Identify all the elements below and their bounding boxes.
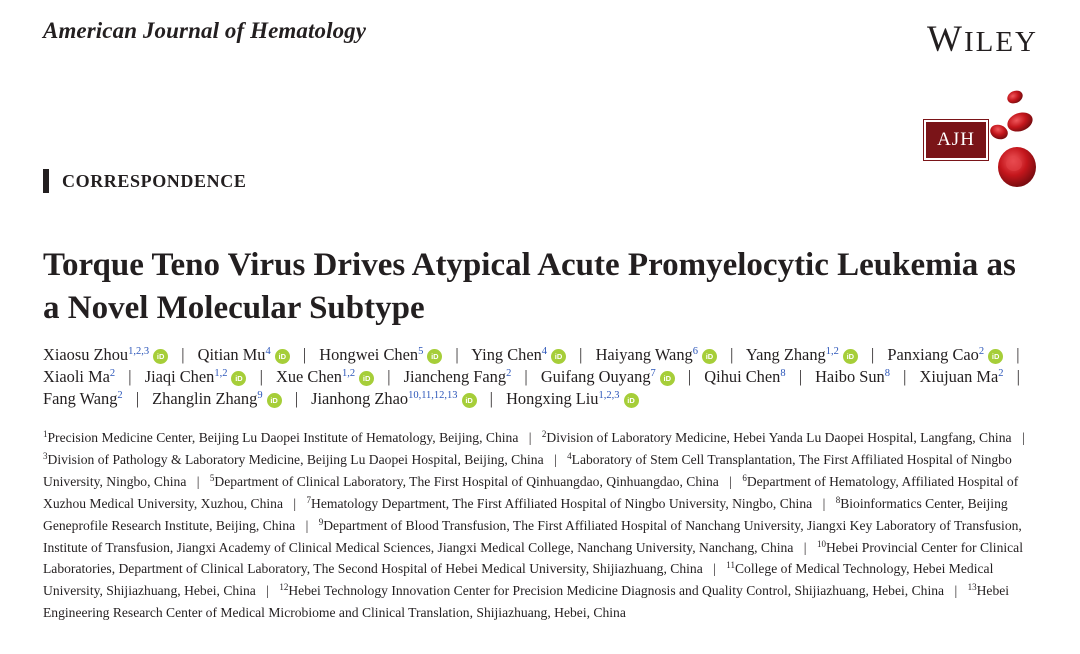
author-entry [404, 367, 512, 386]
author-entry [152, 389, 281, 408]
author-name[interactable]: Fang Wang [43, 389, 118, 408]
author-entry [746, 345, 858, 364]
author-separator: | [730, 345, 734, 364]
author-entry [198, 345, 290, 364]
affiliation-text: Precision Medicine Center, Beijing Lu Daopei Institute of Hematology, Beijing, China [47, 430, 519, 445]
affiliation-separator: | [803, 539, 807, 555]
author-affiliation-numbers[interactable]: 8 [780, 368, 786, 379]
author-name[interactable]: Xue Chen [275, 367, 342, 386]
author-entry [596, 345, 717, 364]
affiliation-number: 13 [967, 582, 977, 593]
affiliation-text: Hebei Engineering Research Center of Medical Microbiome and Clinical Translation, Shijiazhuang, Hebei, China [43, 583, 1010, 621]
orcid-icon[interactable]: iD [462, 393, 477, 408]
author-separator: | [870, 345, 875, 364]
section-bar [43, 169, 49, 193]
author-affiliation-numbers[interactable]: 4 [541, 346, 548, 357]
author-name[interactable]: Xiaoli Ma [43, 367, 110, 386]
publisher-initial: W [927, 19, 964, 60]
affiliation-number: 12 [279, 582, 289, 593]
affiliation-text: Bioinformatics Center, Beijing Geneprofile Research Institute, Beijing, China [43, 495, 1008, 533]
author-entry [704, 367, 785, 386]
affiliation-text: Department of Blood Transfusion, The First Affiliated Hospital of Nanchang University, Jiangxi Key Laboratory of Transfusion, Institute of Transfusion, Jiangxi Academy of Clinical Medical Sciences, Jiangxi Medical College, Nanchang University, Nanchang, China [43, 517, 1022, 555]
author-separator: | [259, 367, 263, 386]
author-name[interactable]: Zhanglin Zhang [152, 389, 258, 408]
orcid-icon[interactable]: iD [359, 371, 374, 386]
affiliation-separator: | [528, 430, 532, 445]
author-separator: | [387, 367, 391, 386]
author-name[interactable]: Hongwei Chen [319, 345, 419, 364]
affiliation-number: 11 [726, 560, 735, 571]
author-affiliation-numbers[interactable]: 1,2 [825, 346, 839, 357]
author-affiliation-numbers[interactable]: 4 [265, 346, 271, 357]
author-affiliation-numbers[interactable]: 1,2 [342, 368, 356, 379]
affiliation-text: College of Medical Technology, Hebei Medical University, Shijiazhuang, Hebei, China [43, 561, 994, 599]
affiliation [210, 474, 719, 489]
orcid-icon[interactable]: iD [843, 349, 858, 364]
blood-cell-small [1005, 88, 1025, 106]
author-entry [887, 345, 1003, 364]
author-affiliation-numbers[interactable]: 2 [109, 368, 116, 379]
affiliation-separator: | [729, 473, 732, 489]
author-entry [471, 345, 566, 364]
affiliation [43, 452, 544, 467]
author-affiliation-numbers[interactable]: 6 [692, 346, 698, 357]
author-name[interactable]: Xiujuan Ma [919, 367, 999, 386]
journal-name[interactable]: American Journal of Hematology [43, 18, 367, 43]
blood-cell-top-left [988, 122, 1010, 141]
author-name[interactable]: Qitian Mu [197, 345, 266, 364]
author-affiliation-numbers[interactable]: 2 [978, 346, 985, 357]
author-separator: | [294, 389, 298, 408]
article-title: Torque Teno Virus Drives Atypical Acute Promyelocytic Leukemia as a Novel Molecular Subtype [43, 247, 1016, 326]
orcid-icon[interactable]: iD [988, 349, 1003, 364]
affiliation-text: Division of Laboratory Medicine, Hebei Yanda Lu Daopei Hospital, Langfang, China [546, 430, 1012, 445]
author-name[interactable]: Qihui Chen [704, 367, 781, 386]
author-affiliation-numbers[interactable]: 7 [650, 368, 656, 379]
affiliation-number: 8 [835, 494, 841, 505]
author-name[interactable]: Jianhong Zhao [311, 389, 409, 408]
author-affiliation-numbers[interactable]: 1,2 [214, 368, 228, 379]
author-entry [319, 345, 442, 364]
author-affiliation-numbers[interactable]: 9 [257, 390, 263, 401]
affiliation-separator: | [554, 451, 557, 467]
affiliation-text: Department of Clinical Laboratory, The First Hospital of Qinhuangdao, Qinhuangdao, China [214, 473, 719, 489]
orcid-icon[interactable]: iD [660, 371, 675, 386]
author-entry [43, 345, 168, 364]
author-affiliation-numbers[interactable]: 10,11,12,13 [408, 390, 458, 401]
affiliation-separator: | [196, 473, 200, 489]
affiliation-number: 5 [209, 472, 215, 483]
orcid-icon[interactable]: iD [427, 349, 442, 364]
author-separator: | [798, 367, 802, 386]
affiliation-text: Division of Pathology & Laboratory Medicine, Beijing Lu Daopei Hospital, Beijing, China [47, 451, 544, 467]
author-separator: | [135, 389, 140, 408]
affiliation [43, 430, 518, 445]
author-name[interactable]: Hongxing Liu [506, 389, 599, 408]
affiliation-number: 4 [567, 450, 572, 461]
blood-cell-medium [1005, 109, 1036, 135]
author-affiliation-numbers[interactable]: 8 [884, 368, 891, 379]
author-entry [43, 367, 115, 386]
author-name[interactable]: Panxiang Cao [887, 345, 979, 364]
author-name[interactable]: Guifang Ouyang [540, 367, 651, 386]
author-entry [506, 389, 638, 408]
author-name[interactable]: Jiaqi Chen [144, 367, 215, 386]
orcid-icon[interactable]: iD [153, 349, 168, 364]
affiliation-separator: | [954, 583, 958, 599]
affiliation-text: Hematology Department, The First Affiliated Hospital of Ningbo University, Ningbo, China [311, 495, 813, 511]
affiliation-separator: | [713, 561, 716, 577]
affiliation-number: 9 [318, 516, 324, 527]
affiliation [307, 496, 813, 511]
author-separator: | [302, 345, 307, 364]
author-affiliation-numbers[interactable]: 1,2,3 [598, 390, 620, 401]
affiliation-list [43, 427, 1043, 624]
affiliation-number: 7 [306, 494, 312, 505]
author-list [43, 344, 1043, 410]
author-entry [145, 367, 247, 386]
affiliation [542, 430, 1012, 445]
orcid-icon[interactable]: iD [275, 349, 290, 364]
author-affiliation-numbers[interactable]: 2 [506, 368, 512, 379]
author-separator: | [489, 389, 493, 408]
section-label: CORRESPONDENCE [62, 171, 247, 191]
affiliation-number: 3 [43, 450, 48, 461]
author-separator: | [455, 345, 459, 364]
author-entry [541, 367, 675, 386]
affiliation-separator: | [293, 495, 297, 511]
affiliation-number: 1 [43, 429, 48, 439]
ajh-logo-badge[interactable]: AJH [924, 120, 988, 160]
author-name[interactable]: Yang Zhang [745, 345, 826, 364]
author-affiliation-numbers[interactable]: 5 [418, 346, 424, 357]
author-separator: | [1016, 345, 1020, 364]
publisher-rest: ILEY [963, 26, 1038, 58]
affiliation-text: Laboratory of Stem Cell Transplantation, The First Affiliated Hospital of Ningbo University, Ningbo, China [43, 451, 1012, 489]
author-entry [43, 389, 123, 408]
affiliation-separator: | [266, 583, 269, 599]
affiliation-number: 6 [742, 472, 747, 483]
author-name[interactable]: Xiaosu Zhou [43, 345, 129, 364]
affiliation [279, 583, 944, 598]
orcid-icon[interactable]: iD [624, 393, 639, 408]
author-entry [311, 389, 476, 408]
author-entry [276, 367, 374, 386]
affiliation-separator: | [305, 517, 309, 533]
affiliation-number: 2 [541, 429, 547, 439]
orcid-icon[interactable]: iD [551, 349, 566, 364]
orcid-icon[interactable]: iD [267, 393, 282, 408]
affiliation-separator: | [822, 495, 826, 511]
affiliation-number: 10 [816, 538, 826, 549]
author-separator: | [1016, 367, 1020, 386]
author-name[interactable]: Haibo Sun [815, 367, 885, 386]
author-separator: | [181, 345, 185, 364]
author-entry [815, 367, 890, 386]
author-name[interactable]: Haiyang Wang [595, 345, 693, 364]
affiliation-separator: | [1021, 430, 1025, 445]
author-affiliation-numbers[interactable]: 2 [117, 390, 123, 401]
author-affiliation-numbers[interactable]: 1,2,3 [128, 346, 150, 357]
affiliation-text: Hebei Provincial Center for Clinical Laboratories, Department of Clinical Laboratory, The Second Hospital of Hebei Medical University, Shijiazhuang, China [43, 539, 1023, 577]
orcid-icon[interactable]: iD [702, 349, 717, 364]
author-affiliation-numbers[interactable]: 2 [998, 368, 1004, 379]
affiliation-text: Department of Hematology, Affiliated Hospital of Xuzhou Medical University, Xuzhou, China [43, 473, 1019, 511]
author-entry [920, 367, 1004, 386]
publisher-logo[interactable] [927, 18, 1038, 64]
orcid-icon[interactable]: iD [231, 371, 246, 386]
author-separator: | [524, 367, 528, 386]
affiliation-text: Hebei Technology Innovation Center for Precision Medicine Diagnosis and Quality Control, Shijiazhuang, Hebei, China [288, 583, 945, 599]
author-separator: | [579, 345, 583, 364]
author-separator: | [687, 367, 692, 386]
author-separator: | [128, 367, 132, 386]
author-name[interactable]: Ying Chen [471, 345, 542, 364]
author-name[interactable]: Jiancheng Fang [403, 367, 507, 386]
author-separator: | [903, 367, 907, 386]
